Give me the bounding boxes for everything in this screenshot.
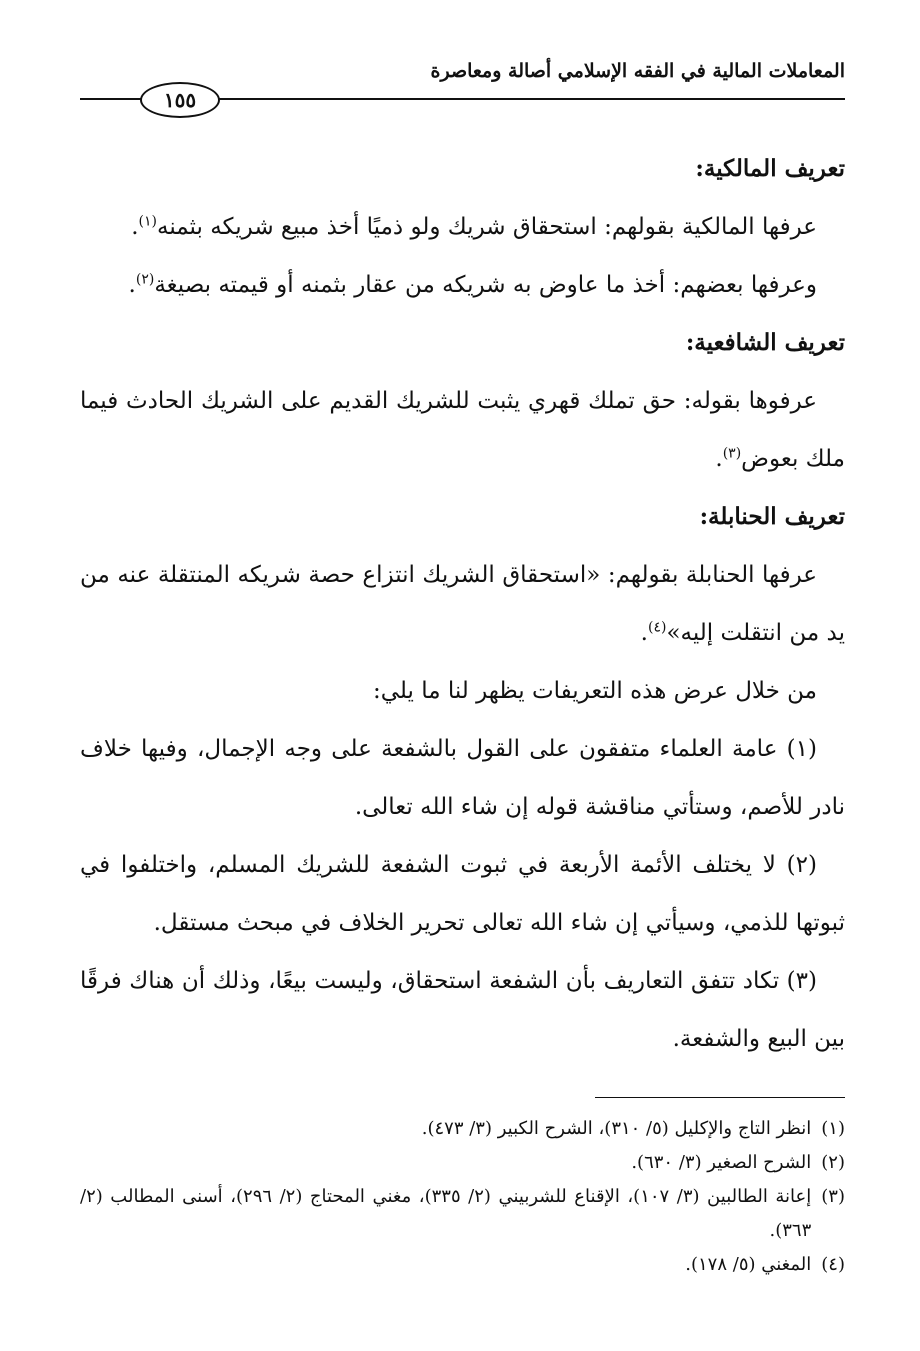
maliki-definition-1: عرفها المالكية بقولهم: استحقاق شريك ولو ذميًا أخذ مبيع شريكه بثمنه$^{(١)}$.: [131, 213, 817, 240]
footnotes: [80, 1112, 845, 1282]
maliki-definition-1-text: عرفها المالكية بقولهم: استحقاق شريك ولو ذميًا أخذ مبيع شريكه بثمنه: [156, 214, 817, 240]
page-number: ١٥٥: [140, 82, 220, 118]
footnote-ref-3[interactable]: (٣): [722, 445, 742, 462]
main-text: [80, 140, 845, 1068]
footnote-mark: (٤): [821, 1254, 845, 1275]
footnote-1: [80, 1112, 845, 1146]
section-heading-shafii: تعريف الشافعية:: [685, 329, 845, 356]
hanbali-definition: عرفها الحنابلة بقولهم: «استحقاق الشريك انتزاع حصة شريكه المنتقلة عنه من يد من انتقلت إليه»$^{(٤)}$.: [80, 562, 845, 646]
footnote-ref-1[interactable]: (١): [138, 213, 157, 230]
footnote-mark: (٣): [821, 1186, 845, 1207]
section-heading-maliki: تعريف المالكية:: [695, 155, 845, 182]
footnote-mark: (١): [821, 1118, 845, 1139]
maliki-definition-2: وعرفها بعضهم: أخذ ما عاوض به شريكه من عقار بثمنه أو قيمته بصيغة$^{(٢)}$.: [128, 271, 817, 298]
footnote-2: [80, 1146, 845, 1180]
shafii-definition: عرفوها بقوله: حق تملك قهري يثبت للشريك القديم على الشريك الحادث فيما ملك بعوض$^{(٣)}$.: [80, 388, 845, 472]
footnote-4: [80, 1248, 845, 1282]
point-3: (٣) تكاد تتفق التعاريف بأن الشفعة استحقاق، وليست بيعًا، وذلك أن هناك فرقًا بين البيع والشفعة.: [80, 968, 845, 1052]
footnote-mark: (٢): [821, 1152, 845, 1173]
maliki-definition-2-text: وعرفها بعضهم: أخذ ما عاوض به شريكه من عقار بثمنه أو قيمته بصيغة: [154, 272, 817, 298]
footnote-text: الشرح الصغير (٣/ ٦٣٠).: [631, 1152, 812, 1173]
footnote-ref-2[interactable]: (٢): [135, 271, 155, 288]
footnote-text: المغني (٥/ ١٧٨).: [685, 1254, 812, 1275]
shafii-definition-text: عرفوها بقوله: حق تملك قهري يثبت للشريك القديم على الشريك الحادث فيما ملك بعوض: [80, 388, 845, 472]
footnote-ref-4[interactable]: (٤): [647, 619, 667, 636]
running-title: المعاملات المالية في الفقه الإسلامي أصالة ومعاصرة: [430, 60, 845, 82]
footnote-text: انظر التاج والإكليل (٥/ ٣١٠)، الشرح الكبير (٣/ ٤٧٣).: [421, 1118, 812, 1139]
point-1: (١) عامة العلماء متفقون على القول بالشفعة على وجه الإجمال، وفيها خلاف نادر للأصم، وستأتي مناقشة قوله إن شاء الله تعالى.: [80, 736, 845, 820]
summary-intro: من خلال عرض هذه التعريفات يظهر لنا ما يلي:: [372, 678, 817, 704]
point-2: (٢) لا يختلف الأئمة الأربعة في ثبوت الشفعة للشريك المسلم، واختلفوا في ثبوتها للذمي، وسيأتي إن شاء الله تعالى تحرير الخلاف في مبحث مستقل.: [80, 852, 845, 936]
hanbali-definition-text: عرفها الحنابلة بقولهم: «استحقاق الشريك انتزاع حصة شريكه المنتقلة عنه من يد من انتقلت إليه»: [80, 562, 845, 646]
footnote-text: إعانة الطالبين (٣/ ١٠٧)، الإقناع للشربيني (٢/ ٣٣٥)، مغني المحتاج (٢/ ٢٩٦)، أسنى المطالب (٢/ ٣٦٣).: [80, 1186, 812, 1241]
footnote-3: [80, 1180, 845, 1248]
section-heading-hanbali: تعريف الحنابلة:: [699, 503, 845, 530]
footnote-separator: [595, 1097, 845, 1098]
